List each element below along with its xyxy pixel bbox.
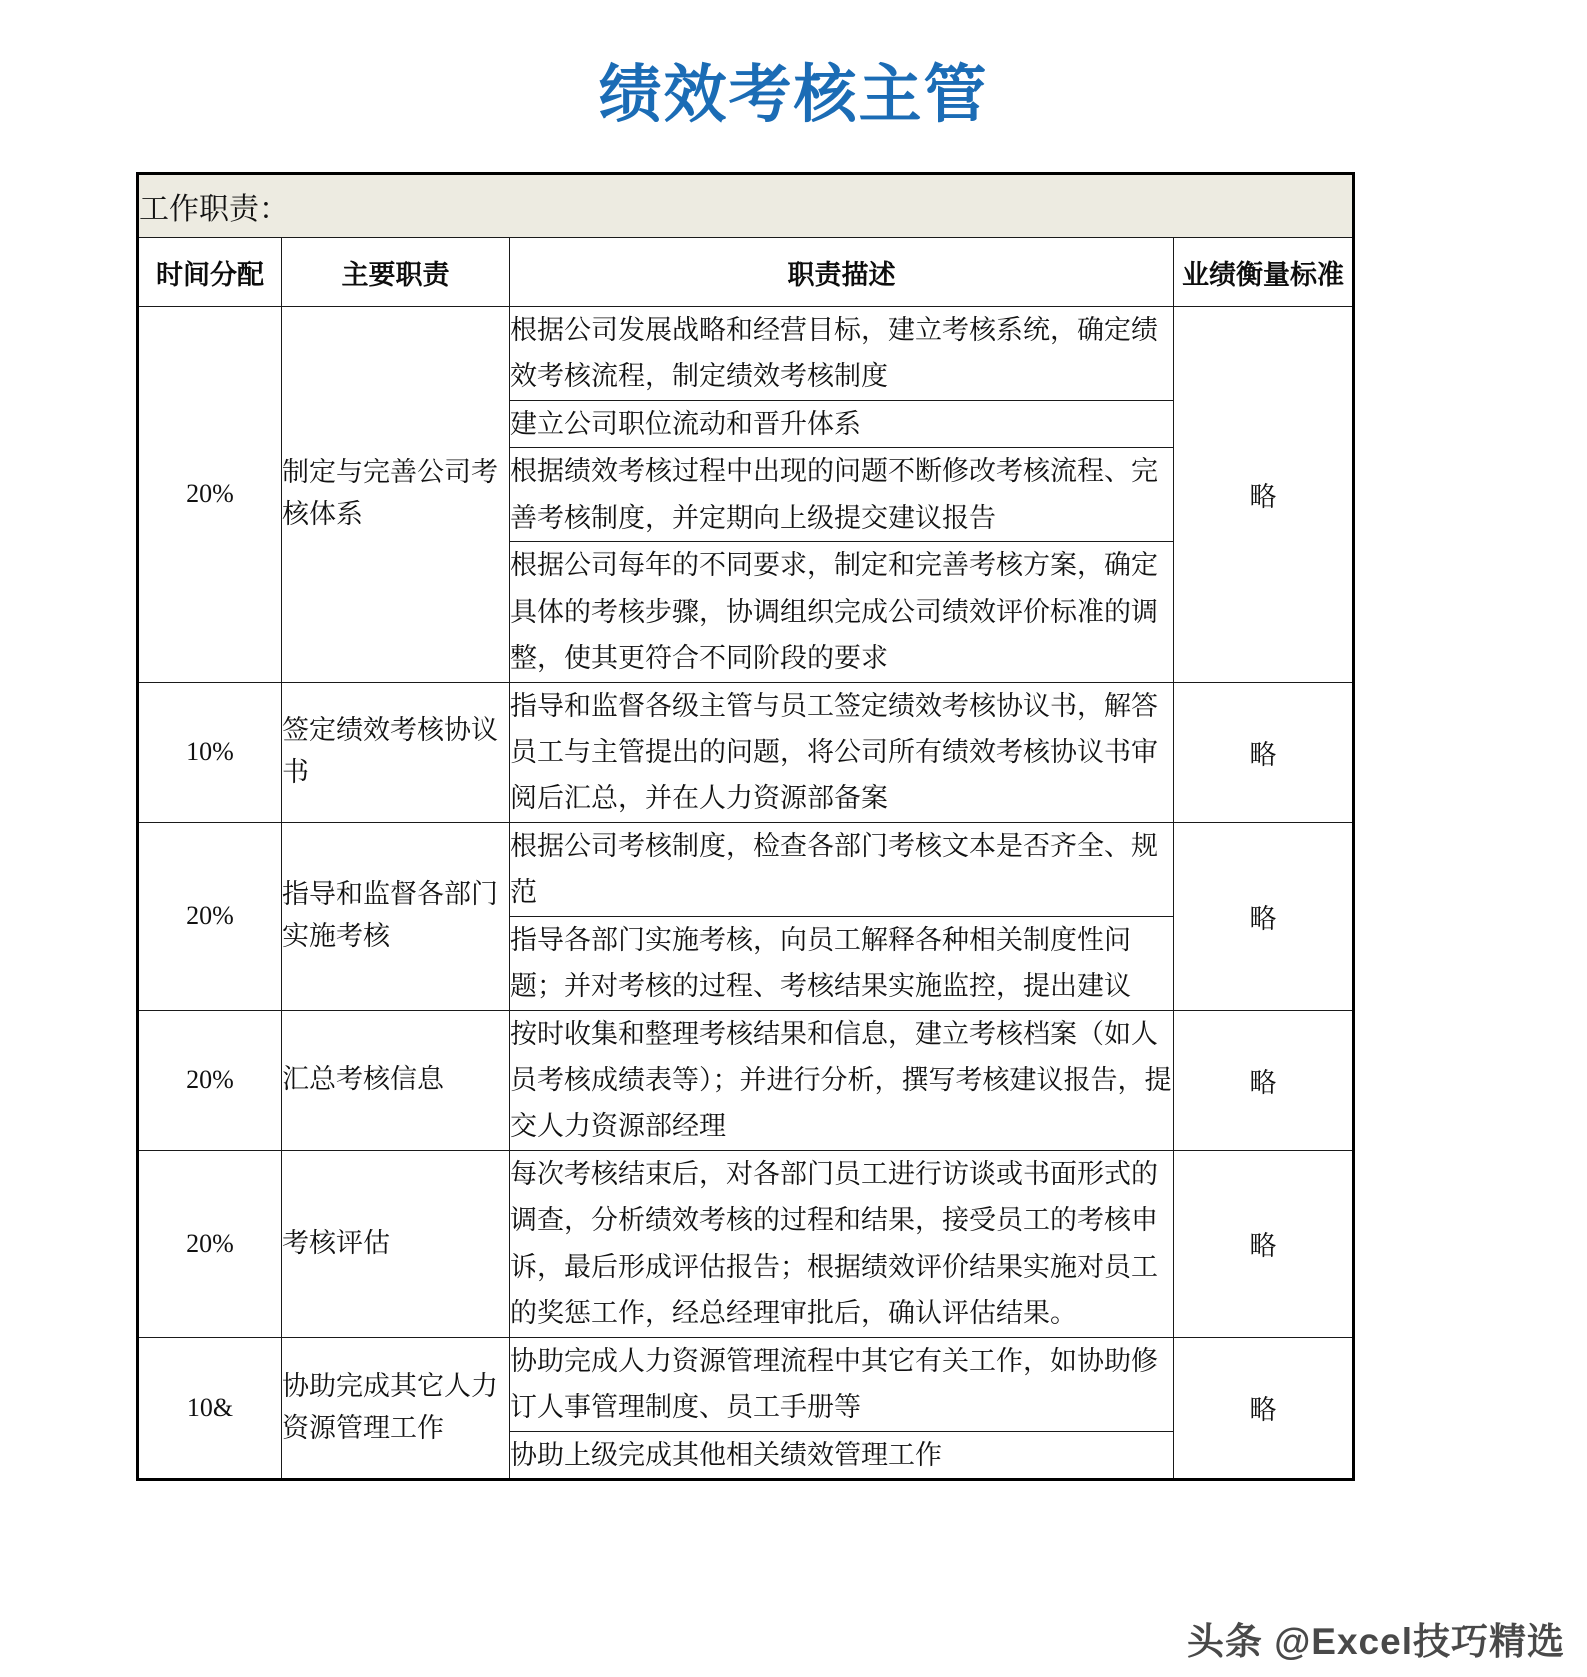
page-title: 绩效考核主管 [598,60,989,130]
column-header-time-allocation: 时间分配 [138,238,282,307]
responsibilities-table-wrapper [136,172,1352,1481]
cell-time-allocation: 10& [138,1337,282,1479]
cell-performance-standard: 略 [1174,682,1354,822]
cell-duty-description: 根据公司考核制度，检查各部门考核文本是否齐全、规范 [510,822,1174,916]
cell-duty-description: 每次考核结束后，对各部门员工进行访谈或书面形式的调查，分析绩效考核的过程和结果，接受员工的考核申诉，最后形成评估报告；根据绩效评价结果实施对员工的奖惩工作，经总经理审批后，确认评估结果。 [510,1150,1174,1337]
cell-duty-description: 协助上级完成其他相关绩效管理工作 [510,1431,1174,1479]
cell-main-duty: 协助完成其它人力资源管理工作 [282,1337,510,1479]
cell-time-allocation: 20% [138,307,282,683]
cell-duty-description: 建立公司职位流动和晋升体系 [510,400,1174,447]
cell-duty-description: 协助完成人力资源管理流程中其它有关工作，如协助修订人事管理制度、员工手册等 [510,1337,1174,1431]
cell-performance-standard: 略 [1174,1337,1354,1479]
cell-time-allocation: 20% [138,1150,282,1337]
table-row [138,1337,1354,1431]
table-row [138,682,1354,822]
cell-duty-description: 根据绩效考核过程中出现的问题不断修改考核流程、完善考核制度，并定期向上级提交建议报告 [510,448,1174,542]
cell-performance-standard: 略 [1174,307,1354,683]
cell-time-allocation: 10% [138,682,282,822]
table-row [138,1150,1354,1337]
cell-duty-description: 按时收集和整理考核结果和信息，建立考核档案（如人员考核成绩表等）；并进行分析，撰写考核建议报告，提交人力资源部经理 [510,1010,1174,1150]
cell-main-duty: 签定绩效考核协议书 [282,682,510,822]
cell-main-duty: 制定与完善公司考核体系 [282,307,510,683]
column-header-duty-description: 职责描述 [510,238,1174,307]
cell-duty-description: 指导各部门实施考核，向员工解释各种相关制度性问题；并对考核的过程、考核结果实施监控，提出建议 [510,916,1174,1010]
section-header-row [138,174,1354,238]
cell-performance-standard: 略 [1174,822,1354,1010]
cell-main-duty: 汇总考核信息 [282,1010,510,1150]
column-header-row [138,238,1354,307]
cell-performance-standard: 略 [1174,1010,1354,1150]
cell-duty-description: 根据公司发展战略和经营目标，建立考核系统，确定绩效考核流程，制定绩效考核制度 [510,307,1174,401]
cell-main-duty: 考核评估 [282,1150,510,1337]
cell-main-duty: 指导和监督各部门实施考核 [282,822,510,1010]
table-row [138,822,1354,916]
title-bar [0,0,1587,138]
cell-duty-description: 根据公司每年的不同要求，制定和完善考核方案，确定具体的考核步骤，协调组织完成公司绩效评价标准的调整，使其更符合不同阶段的要求 [510,542,1174,682]
table-row [138,1010,1354,1150]
cell-time-allocation: 20% [138,822,282,1010]
section-header-label: 工作职责： [138,174,1354,238]
cell-time-allocation: 20% [138,1010,282,1150]
cell-duty-description: 指导和监督各级主管与员工签定绩效考核协议书，解答员工与主管提出的问题，将公司所有绩效考核协议书审阅后汇总，并在人力资源部备案 [510,682,1174,822]
column-header-main-duty: 主要职责 [282,238,510,307]
watermark: 头条 @Excel技巧精选 [1186,1621,1565,1662]
cell-performance-standard: 略 [1174,1150,1354,1337]
column-header-performance-standard: 业绩衡量标准 [1174,238,1354,307]
responsibilities-table [136,172,1355,1481]
table-row [138,307,1354,401]
